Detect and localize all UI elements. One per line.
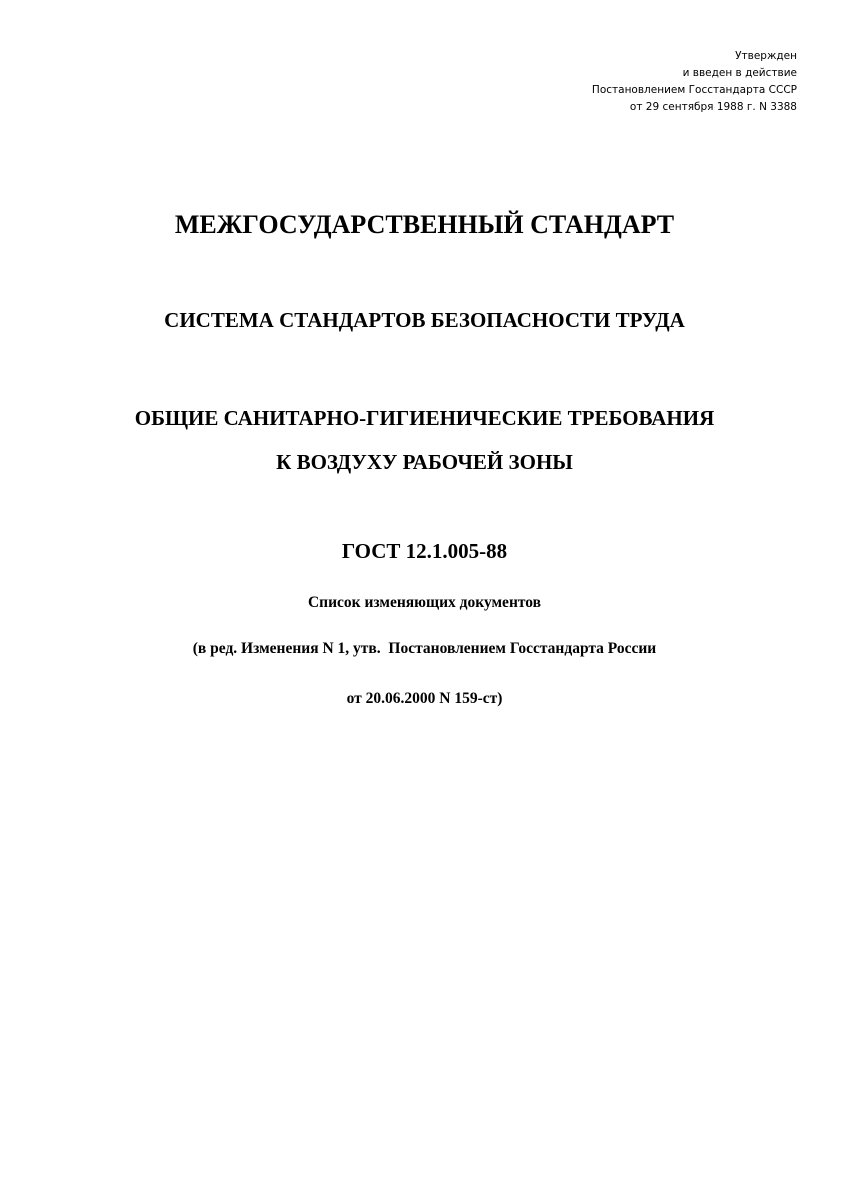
standard-number: ГОСТ 12.1.005-88 bbox=[341, 539, 508, 563]
approval-line-resolution: Постановлением Госстандарта СССР bbox=[591, 84, 797, 96]
approval-line-date: от 29 сентября 1988 г. N 3388 bbox=[629, 101, 797, 113]
document-title-main: МЕЖГОСУДАРСТВЕННЫЙ СТАНДАРТ bbox=[174, 210, 675, 239]
approval-line-approved: Утвержден bbox=[735, 50, 797, 62]
requirements-line-2: К ВОЗДУХУ РАБОЧЕЙ ЗОНЫ bbox=[276, 450, 573, 474]
document-title-requirements bbox=[0, 396, 849, 484]
amendments-edition-line-2: от 20.06.2000 N 159-ст) bbox=[346, 690, 503, 707]
amendments-edition-line-1: (в ред. Изменения N 1, утв. Постановлением Госстандарта России bbox=[192, 640, 657, 657]
requirements-line-1: ОБЩИЕ САНИТАРНО-ГИГИЕНИЧЕСКИЕ ТРЕБОВАНИЯ bbox=[134, 406, 715, 430]
approval-line-enacted: и введен в действие bbox=[682, 67, 797, 79]
amendments-heading: Список изменяющих документов bbox=[307, 594, 542, 611]
approval-block bbox=[592, 48, 797, 116]
document-title-system: СИСТЕМА СТАНДАРТОВ БЕЗОПАСНОСТИ ТРУДА bbox=[164, 308, 685, 332]
